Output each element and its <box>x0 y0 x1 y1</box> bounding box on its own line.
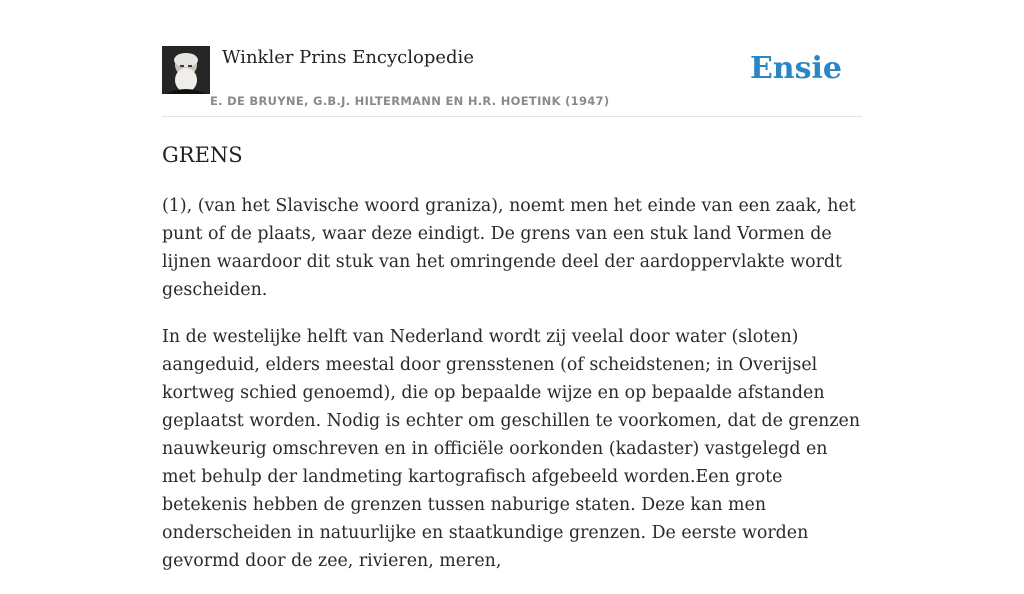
brand-logo-link[interactable]: Ensie <box>749 51 842 86</box>
author-portrait-avatar <box>162 46 210 94</box>
article-title: GRENS <box>162 143 243 167</box>
source-header <box>162 46 862 117</box>
article-paragraph: In de westelijke helft van Nederland wordt zij veelal door water (sloten) aangeduid, elders meestal door grensstenen (of scheidstenen; in Overijsel kortweg schied genoemd), die op bepaalde wijze en op bepaalde afstanden geplaatst worden. Nodig is echter om geschillen te voorkomen, dat de grenzen nauwkeurig omschreven en in officiële oorkonden (kadaster) vastgelegd en met behulp der landmeting kartografisch afgebeeld worden.Een grote betekenis hebben de grenzen tussen naburige staten. Deze kan men onderscheiden in natuurlijke en staatkundige grenzen. De eerste worden gevormd door de zee, rivieren, meren, <box>162 327 861 571</box>
article-body <box>162 192 862 594</box>
article-paragraph: (1), (van het Slavische woord graniza), noemt men het einde van een zaak, het punt of de plaats, waar deze eindigt. De grens van een stuk land Vormen de lijnen waardoor dit stuk van het omringende deel der aardoppervlakte wordt gescheiden. <box>162 196 856 300</box>
source-title[interactable]: Winkler Prins Encyclopedie <box>222 47 474 68</box>
source-authors: E. DE BRUYNE, G.B.J. HILTERMANN EN H.R. HOETINK (1947) <box>210 94 610 108</box>
